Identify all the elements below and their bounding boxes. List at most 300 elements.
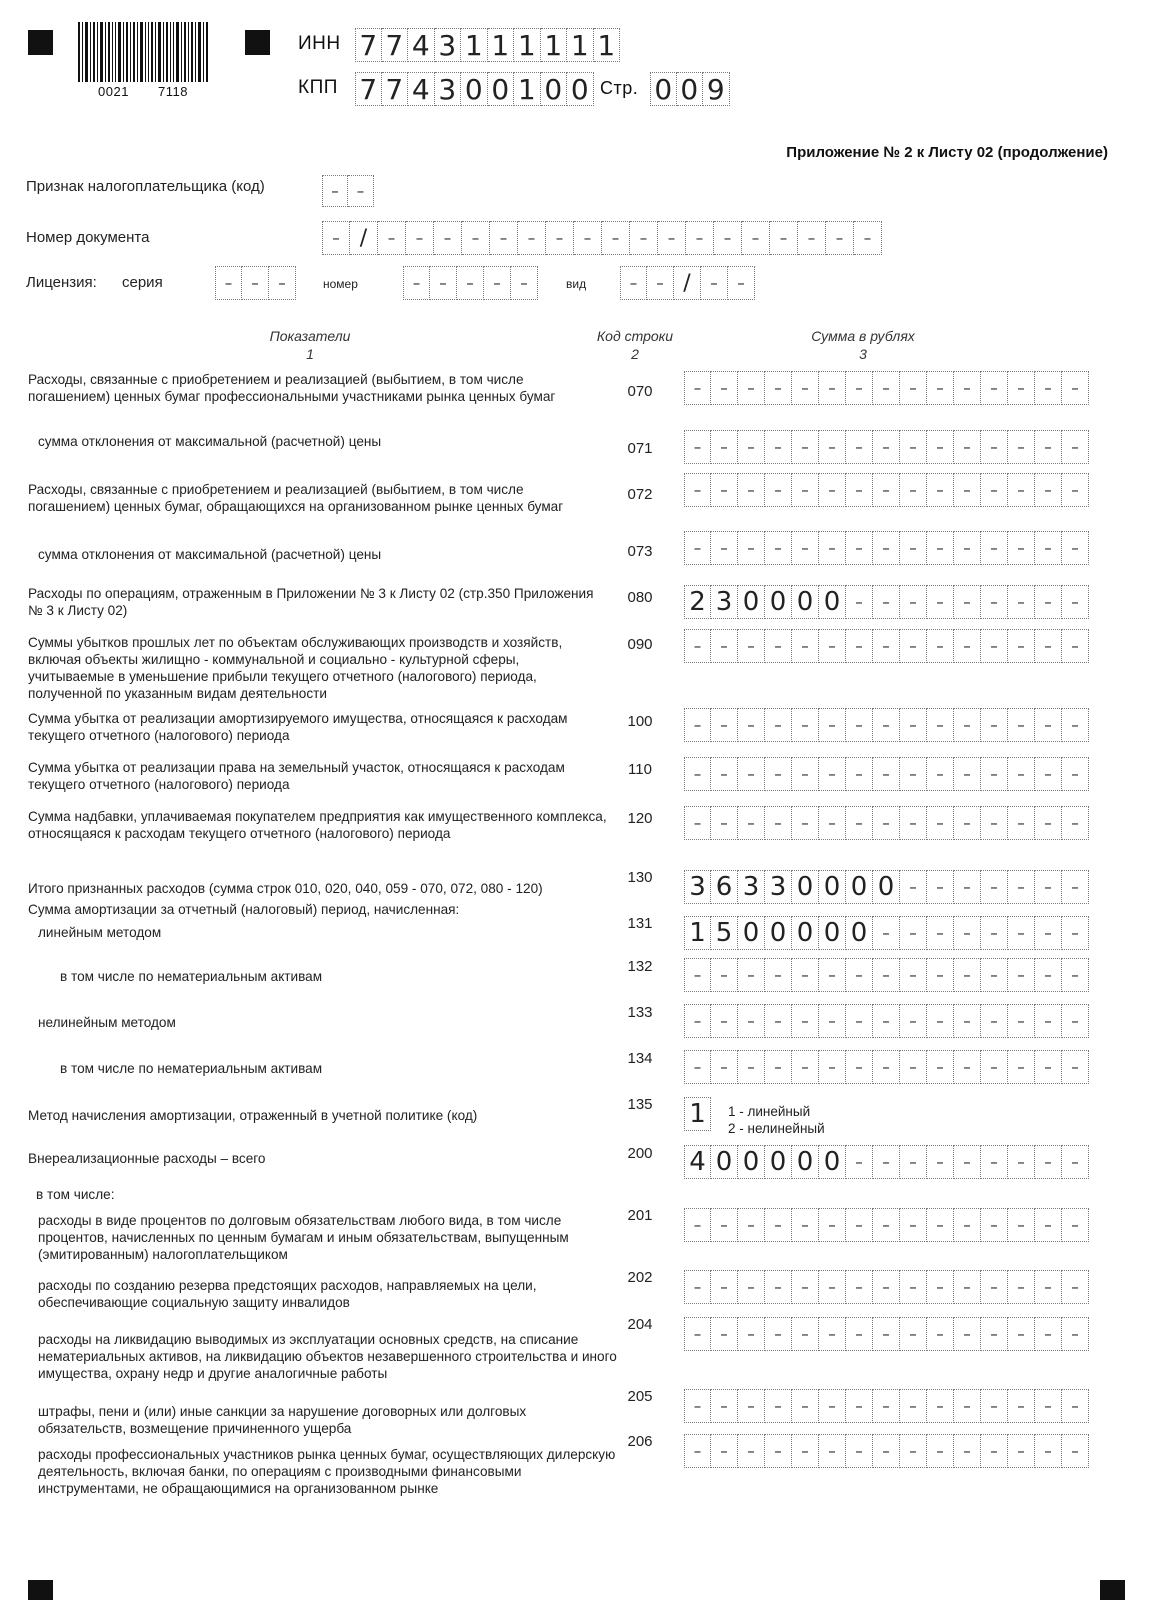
row-206-value-field[interactable]	[684, 1434, 1089, 1468]
row-070-digit-cell[interactable]	[981, 371, 1008, 405]
form-cell[interactable]: 7	[382, 28, 409, 62]
form-cell[interactable]: 0	[461, 72, 488, 106]
form-cell[interactable]	[686, 221, 714, 255]
row-080-digit-cell[interactable]: 0	[792, 585, 819, 619]
row-200-digit-cell[interactable]: 0	[711, 1145, 738, 1179]
form-cell[interactable]: 0	[650, 72, 677, 106]
row-134-digit-cell[interactable]	[1035, 1050, 1062, 1084]
form-cell[interactable]: 0	[677, 72, 704, 106]
row-132-digit-cell[interactable]	[900, 958, 927, 992]
row-130-digit-cell[interactable]: 3	[738, 870, 765, 904]
row-202-digit-cell[interactable]	[684, 1270, 711, 1304]
row-120-digit-cell[interactable]	[1008, 806, 1035, 840]
row-200-digit-cell[interactable]: 0	[738, 1145, 765, 1179]
row-135-digit-cell[interactable]: 1	[684, 1097, 711, 1131]
row-072-value-field[interactable]	[684, 473, 1089, 507]
row-204-digit-cell[interactable]	[927, 1317, 954, 1351]
row-206-digit-cell[interactable]	[1008, 1434, 1035, 1468]
row-070-digit-cell[interactable]	[738, 371, 765, 405]
row-134-digit-cell[interactable]	[819, 1050, 846, 1084]
row-200-digit-cell[interactable]: 0	[792, 1145, 819, 1179]
row-206-digit-cell[interactable]	[765, 1434, 792, 1468]
row-205-digit-cell[interactable]	[927, 1389, 954, 1423]
row-201-digit-cell[interactable]	[846, 1208, 873, 1242]
row-110-digit-cell[interactable]	[1035, 757, 1062, 791]
form-cell[interactable]	[511, 266, 538, 300]
row-130-digit-cell[interactable]: 0	[819, 870, 846, 904]
row-202-digit-cell[interactable]	[1062, 1270, 1089, 1304]
row-110-digit-cell[interactable]	[711, 757, 738, 791]
row-070-digit-cell[interactable]	[927, 371, 954, 405]
row-134-digit-cell[interactable]	[927, 1050, 954, 1084]
row-071-digit-cell[interactable]	[1062, 430, 1089, 464]
row-080-digit-cell[interactable]: 0	[819, 585, 846, 619]
row-204-digit-cell[interactable]	[1062, 1317, 1089, 1351]
row-120-digit-cell[interactable]	[1035, 806, 1062, 840]
row-206-digit-cell[interactable]	[738, 1434, 765, 1468]
row-071-digit-cell[interactable]	[927, 430, 954, 464]
row-133-digit-cell[interactable]	[1035, 1004, 1062, 1038]
row-090-digit-cell[interactable]	[711, 629, 738, 663]
form-cell[interactable]: 0	[567, 72, 594, 106]
form-cell[interactable]: 9	[703, 72, 730, 106]
row-130-value-field[interactable]	[684, 870, 1089, 904]
row-071-digit-cell[interactable]	[819, 430, 846, 464]
row-130-digit-cell[interactable]: 0	[792, 870, 819, 904]
row-090-digit-cell[interactable]	[684, 629, 711, 663]
row-133-digit-cell[interactable]	[954, 1004, 981, 1038]
row-205-digit-cell[interactable]	[954, 1389, 981, 1423]
row-133-digit-cell[interactable]	[1008, 1004, 1035, 1038]
row-080-digit-cell[interactable]	[981, 585, 1008, 619]
row-133-digit-cell[interactable]	[873, 1004, 900, 1038]
row-131-digit-cell[interactable]	[927, 916, 954, 950]
row-073-digit-cell[interactable]	[927, 531, 954, 565]
row-080-digit-cell[interactable]	[1062, 585, 1089, 619]
row-131-digit-cell[interactable]: 0	[846, 916, 873, 950]
form-cell[interactable]	[322, 221, 350, 255]
row-132-digit-cell[interactable]	[1008, 958, 1035, 992]
row-200-digit-cell[interactable]: 0	[819, 1145, 846, 1179]
row-110-digit-cell[interactable]	[819, 757, 846, 791]
row-120-value-field[interactable]	[684, 806, 1089, 840]
row-130-digit-cell[interactable]: 0	[846, 870, 873, 904]
form-cell[interactable]: 7	[355, 72, 382, 106]
row-205-digit-cell[interactable]	[738, 1389, 765, 1423]
row-206-digit-cell[interactable]	[927, 1434, 954, 1468]
row-200-digit-cell[interactable]	[846, 1145, 873, 1179]
row-110-digit-cell[interactable]	[765, 757, 792, 791]
row-204-value-field[interactable]	[684, 1317, 1089, 1351]
row-072-digit-cell[interactable]	[738, 473, 765, 507]
row-135-value-field[interactable]	[684, 1097, 711, 1131]
form-cell[interactable]	[434, 221, 462, 255]
row-090-digit-cell[interactable]	[1062, 629, 1089, 663]
row-071-digit-cell[interactable]	[900, 430, 927, 464]
row-130-digit-cell[interactable]: 0	[873, 870, 900, 904]
row-133-digit-cell[interactable]	[765, 1004, 792, 1038]
row-132-digit-cell[interactable]	[954, 958, 981, 992]
row-205-digit-cell[interactable]	[900, 1389, 927, 1423]
row-130-digit-cell[interactable]	[981, 870, 1008, 904]
row-110-digit-cell[interactable]	[873, 757, 900, 791]
row-133-digit-cell[interactable]	[1062, 1004, 1089, 1038]
row-070-value-field[interactable]	[684, 371, 1089, 405]
row-130-digit-cell[interactable]: 3	[765, 870, 792, 904]
row-206-digit-cell[interactable]	[1062, 1434, 1089, 1468]
form-cell[interactable]	[620, 266, 647, 300]
row-073-digit-cell[interactable]	[846, 531, 873, 565]
form-cell[interactable]	[602, 221, 630, 255]
row-073-digit-cell[interactable]	[819, 531, 846, 565]
row-131-digit-cell[interactable]	[900, 916, 927, 950]
row-070-digit-cell[interactable]	[954, 371, 981, 405]
row-201-digit-cell[interactable]	[981, 1208, 1008, 1242]
row-071-digit-cell[interactable]	[792, 430, 819, 464]
row-131-digit-cell[interactable]	[1062, 916, 1089, 950]
row-073-value-field[interactable]	[684, 531, 1089, 565]
row-204-digit-cell[interactable]	[765, 1317, 792, 1351]
row-100-digit-cell[interactable]	[1008, 708, 1035, 742]
form-cell[interactable]	[854, 221, 882, 255]
row-131-digit-cell[interactable]: 0	[792, 916, 819, 950]
row-204-digit-cell[interactable]	[684, 1317, 711, 1351]
row-110-digit-cell[interactable]	[954, 757, 981, 791]
row-134-digit-cell[interactable]	[873, 1050, 900, 1084]
row-131-value-field[interactable]	[684, 916, 1089, 950]
form-cell[interactable]	[378, 221, 406, 255]
row-072-digit-cell[interactable]	[900, 473, 927, 507]
row-200-digit-cell[interactable]	[1062, 1145, 1089, 1179]
row-080-digit-cell[interactable]	[1035, 585, 1062, 619]
inn-field[interactable]	[355, 28, 620, 62]
row-100-digit-cell[interactable]	[981, 708, 1008, 742]
row-120-digit-cell[interactable]	[792, 806, 819, 840]
form-cell[interactable]	[484, 266, 511, 300]
row-204-digit-cell[interactable]	[981, 1317, 1008, 1351]
row-071-digit-cell[interactable]	[846, 430, 873, 464]
row-080-digit-cell[interactable]	[954, 585, 981, 619]
row-090-digit-cell[interactable]	[900, 629, 927, 663]
row-202-digit-cell[interactable]	[900, 1270, 927, 1304]
row-131-digit-cell[interactable]: 5	[711, 916, 738, 950]
row-072-digit-cell[interactable]	[792, 473, 819, 507]
row-205-digit-cell[interactable]	[981, 1389, 1008, 1423]
row-131-digit-cell[interactable]	[1035, 916, 1062, 950]
row-134-digit-cell[interactable]	[711, 1050, 738, 1084]
row-120-digit-cell[interactable]	[954, 806, 981, 840]
row-204-digit-cell[interactable]	[819, 1317, 846, 1351]
row-205-digit-cell[interactable]	[765, 1389, 792, 1423]
row-100-digit-cell[interactable]	[711, 708, 738, 742]
row-132-digit-cell[interactable]	[1035, 958, 1062, 992]
license-type-field[interactable]	[620, 266, 755, 300]
row-073-digit-cell[interactable]	[792, 531, 819, 565]
form-cell[interactable]: 1	[594, 28, 621, 62]
row-204-digit-cell[interactable]	[900, 1317, 927, 1351]
row-072-digit-cell[interactable]	[873, 473, 900, 507]
row-202-digit-cell[interactable]	[873, 1270, 900, 1304]
row-201-digit-cell[interactable]	[1008, 1208, 1035, 1242]
row-134-digit-cell[interactable]	[738, 1050, 765, 1084]
row-100-digit-cell[interactable]	[954, 708, 981, 742]
row-202-digit-cell[interactable]	[792, 1270, 819, 1304]
row-202-digit-cell[interactable]	[765, 1270, 792, 1304]
row-133-digit-cell[interactable]	[684, 1004, 711, 1038]
row-205-digit-cell[interactable]	[1035, 1389, 1062, 1423]
row-070-digit-cell[interactable]	[1062, 371, 1089, 405]
row-071-digit-cell[interactable]	[1008, 430, 1035, 464]
row-200-digit-cell[interactable]	[954, 1145, 981, 1179]
row-100-digit-cell[interactable]	[819, 708, 846, 742]
page-number-field[interactable]	[650, 72, 730, 106]
row-133-digit-cell[interactable]	[819, 1004, 846, 1038]
row-110-digit-cell[interactable]	[1062, 757, 1089, 791]
row-110-digit-cell[interactable]	[684, 757, 711, 791]
row-071-digit-cell[interactable]	[711, 430, 738, 464]
row-202-digit-cell[interactable]	[738, 1270, 765, 1304]
row-090-digit-cell[interactable]	[954, 629, 981, 663]
form-cell[interactable]: 1	[567, 28, 594, 62]
row-120-digit-cell[interactable]	[711, 806, 738, 840]
row-120-digit-cell[interactable]	[873, 806, 900, 840]
row-110-digit-cell[interactable]	[792, 757, 819, 791]
row-204-digit-cell[interactable]	[792, 1317, 819, 1351]
row-205-digit-cell[interactable]	[684, 1389, 711, 1423]
document-number-field[interactable]	[322, 221, 882, 255]
row-201-digit-cell[interactable]	[684, 1208, 711, 1242]
row-090-digit-cell[interactable]	[1035, 629, 1062, 663]
row-202-digit-cell[interactable]	[981, 1270, 1008, 1304]
form-cell[interactable]	[826, 221, 854, 255]
row-090-digit-cell[interactable]	[792, 629, 819, 663]
row-202-digit-cell[interactable]	[846, 1270, 873, 1304]
row-120-digit-cell[interactable]	[765, 806, 792, 840]
row-120-digit-cell[interactable]	[900, 806, 927, 840]
row-130-digit-cell[interactable]	[927, 870, 954, 904]
row-204-digit-cell[interactable]	[846, 1317, 873, 1351]
row-132-digit-cell[interactable]	[765, 958, 792, 992]
row-080-digit-cell[interactable]	[927, 585, 954, 619]
row-090-digit-cell[interactable]	[1008, 629, 1035, 663]
form-cell[interactable]	[406, 221, 434, 255]
row-201-digit-cell[interactable]	[1035, 1208, 1062, 1242]
form-cell[interactable]: 1	[488, 28, 515, 62]
row-080-digit-cell[interactable]: 0	[765, 585, 792, 619]
row-131-digit-cell[interactable]: 1	[684, 916, 711, 950]
row-072-digit-cell[interactable]	[819, 473, 846, 507]
form-cell[interactable]: 1	[461, 28, 488, 62]
row-120-digit-cell[interactable]	[684, 806, 711, 840]
row-133-digit-cell[interactable]	[981, 1004, 1008, 1038]
row-200-digit-cell[interactable]	[1035, 1145, 1062, 1179]
row-100-digit-cell[interactable]	[873, 708, 900, 742]
row-134-digit-cell[interactable]	[792, 1050, 819, 1084]
row-200-digit-cell[interactable]	[900, 1145, 927, 1179]
row-132-digit-cell[interactable]	[738, 958, 765, 992]
form-cell[interactable]	[242, 266, 269, 300]
row-134-digit-cell[interactable]	[981, 1050, 1008, 1084]
form-cell[interactable]: 1	[541, 28, 568, 62]
row-206-digit-cell[interactable]	[981, 1434, 1008, 1468]
row-110-digit-cell[interactable]	[981, 757, 1008, 791]
row-072-digit-cell[interactable]	[927, 473, 954, 507]
row-132-digit-cell[interactable]	[873, 958, 900, 992]
row-205-digit-cell[interactable]	[1008, 1389, 1035, 1423]
row-133-value-field[interactable]	[684, 1004, 1089, 1038]
row-120-digit-cell[interactable]	[819, 806, 846, 840]
row-070-digit-cell[interactable]	[684, 371, 711, 405]
row-132-digit-cell[interactable]	[792, 958, 819, 992]
row-090-digit-cell[interactable]	[873, 629, 900, 663]
form-cell[interactable]	[798, 221, 826, 255]
row-206-digit-cell[interactable]	[846, 1434, 873, 1468]
row-110-digit-cell[interactable]	[900, 757, 927, 791]
row-100-digit-cell[interactable]	[1062, 708, 1089, 742]
row-070-digit-cell[interactable]	[900, 371, 927, 405]
form-cell[interactable]: 0	[488, 72, 515, 106]
row-200-digit-cell[interactable]	[873, 1145, 900, 1179]
row-206-digit-cell[interactable]	[684, 1434, 711, 1468]
form-cell[interactable]	[430, 266, 457, 300]
form-cell[interactable]	[674, 266, 701, 300]
row-070-digit-cell[interactable]	[792, 371, 819, 405]
form-cell[interactable]	[701, 266, 728, 300]
form-cell[interactable]	[215, 266, 242, 300]
row-072-digit-cell[interactable]	[765, 473, 792, 507]
row-132-digit-cell[interactable]	[711, 958, 738, 992]
row-134-digit-cell[interactable]	[684, 1050, 711, 1084]
form-cell[interactable]	[350, 221, 378, 255]
form-cell[interactable]: 0	[541, 72, 568, 106]
row-071-digit-cell[interactable]	[765, 430, 792, 464]
row-100-digit-cell[interactable]	[1035, 708, 1062, 742]
form-cell[interactable]	[728, 266, 755, 300]
row-200-value-field[interactable]	[684, 1145, 1089, 1179]
form-cell[interactable]: 1	[514, 28, 541, 62]
row-131-digit-cell[interactable]	[873, 916, 900, 950]
row-132-digit-cell[interactable]	[846, 958, 873, 992]
row-201-value-field[interactable]	[684, 1208, 1089, 1242]
row-110-digit-cell[interactable]	[738, 757, 765, 791]
row-073-digit-cell[interactable]	[711, 531, 738, 565]
form-cell[interactable]	[490, 221, 518, 255]
row-072-digit-cell[interactable]	[1008, 473, 1035, 507]
kpp-field[interactable]	[355, 72, 594, 106]
row-100-digit-cell[interactable]	[738, 708, 765, 742]
row-073-digit-cell[interactable]	[738, 531, 765, 565]
row-070-digit-cell[interactable]	[1008, 371, 1035, 405]
row-132-digit-cell[interactable]	[1062, 958, 1089, 992]
row-201-digit-cell[interactable]	[900, 1208, 927, 1242]
row-090-digit-cell[interactable]	[846, 629, 873, 663]
row-130-digit-cell[interactable]	[1062, 870, 1089, 904]
row-200-digit-cell[interactable]: 4	[684, 1145, 711, 1179]
row-201-digit-cell[interactable]	[954, 1208, 981, 1242]
row-206-digit-cell[interactable]	[792, 1434, 819, 1468]
row-204-digit-cell[interactable]	[954, 1317, 981, 1351]
row-070-digit-cell[interactable]	[711, 371, 738, 405]
row-070-digit-cell[interactable]	[873, 371, 900, 405]
row-090-digit-cell[interactable]	[738, 629, 765, 663]
row-204-digit-cell[interactable]	[738, 1317, 765, 1351]
row-120-digit-cell[interactable]	[981, 806, 1008, 840]
row-206-digit-cell[interactable]	[711, 1434, 738, 1468]
row-080-digit-cell[interactable]: 3	[711, 585, 738, 619]
row-130-digit-cell[interactable]: 3	[684, 870, 711, 904]
row-201-digit-cell[interactable]	[819, 1208, 846, 1242]
row-201-digit-cell[interactable]	[711, 1208, 738, 1242]
form-cell[interactable]	[462, 221, 490, 255]
row-100-value-field[interactable]	[684, 708, 1089, 742]
row-131-digit-cell[interactable]	[981, 916, 1008, 950]
form-cell[interactable]: 3	[435, 28, 462, 62]
license-number-field[interactable]	[403, 266, 538, 300]
form-cell[interactable]	[658, 221, 686, 255]
row-130-digit-cell[interactable]	[1035, 870, 1062, 904]
row-100-digit-cell[interactable]	[846, 708, 873, 742]
row-071-digit-cell[interactable]	[954, 430, 981, 464]
row-133-digit-cell[interactable]	[711, 1004, 738, 1038]
row-080-digit-cell[interactable]: 0	[738, 585, 765, 619]
row-110-digit-cell[interactable]	[927, 757, 954, 791]
row-201-digit-cell[interactable]	[927, 1208, 954, 1242]
row-130-digit-cell[interactable]	[900, 870, 927, 904]
row-100-digit-cell[interactable]	[765, 708, 792, 742]
row-071-digit-cell[interactable]	[684, 430, 711, 464]
row-080-digit-cell[interactable]	[1008, 585, 1035, 619]
form-cell[interactable]: 7	[382, 72, 409, 106]
row-070-digit-cell[interactable]	[765, 371, 792, 405]
row-073-digit-cell[interactable]	[1008, 531, 1035, 565]
row-131-digit-cell[interactable]	[1008, 916, 1035, 950]
row-204-digit-cell[interactable]	[873, 1317, 900, 1351]
form-cell[interactable]	[742, 221, 770, 255]
row-206-digit-cell[interactable]	[819, 1434, 846, 1468]
form-cell[interactable]	[403, 266, 430, 300]
form-cell[interactable]	[348, 175, 374, 207]
row-073-digit-cell[interactable]	[900, 531, 927, 565]
taxpayer-sign-field[interactable]	[322, 175, 374, 207]
row-080-digit-cell[interactable]	[846, 585, 873, 619]
row-202-digit-cell[interactable]	[927, 1270, 954, 1304]
row-100-digit-cell[interactable]	[927, 708, 954, 742]
row-200-digit-cell[interactable]	[927, 1145, 954, 1179]
row-090-digit-cell[interactable]	[927, 629, 954, 663]
row-120-digit-cell[interactable]	[927, 806, 954, 840]
row-201-digit-cell[interactable]	[738, 1208, 765, 1242]
row-201-digit-cell[interactable]	[873, 1208, 900, 1242]
row-120-digit-cell[interactable]	[846, 806, 873, 840]
row-132-digit-cell[interactable]	[927, 958, 954, 992]
row-200-digit-cell[interactable]: 0	[765, 1145, 792, 1179]
form-cell[interactable]	[322, 175, 348, 207]
row-073-digit-cell[interactable]	[1035, 531, 1062, 565]
row-134-digit-cell[interactable]	[900, 1050, 927, 1084]
row-070-digit-cell[interactable]	[846, 371, 873, 405]
form-cell[interactable]	[630, 221, 658, 255]
row-090-value-field[interactable]	[684, 629, 1089, 663]
row-100-digit-cell[interactable]	[900, 708, 927, 742]
form-cell[interactable]	[269, 266, 296, 300]
row-133-digit-cell[interactable]	[738, 1004, 765, 1038]
row-202-value-field[interactable]	[684, 1270, 1089, 1304]
row-071-value-field[interactable]	[684, 430, 1089, 464]
row-073-digit-cell[interactable]	[1062, 531, 1089, 565]
row-202-digit-cell[interactable]	[1008, 1270, 1035, 1304]
row-134-digit-cell[interactable]	[1008, 1050, 1035, 1084]
form-cell[interactable]	[714, 221, 742, 255]
